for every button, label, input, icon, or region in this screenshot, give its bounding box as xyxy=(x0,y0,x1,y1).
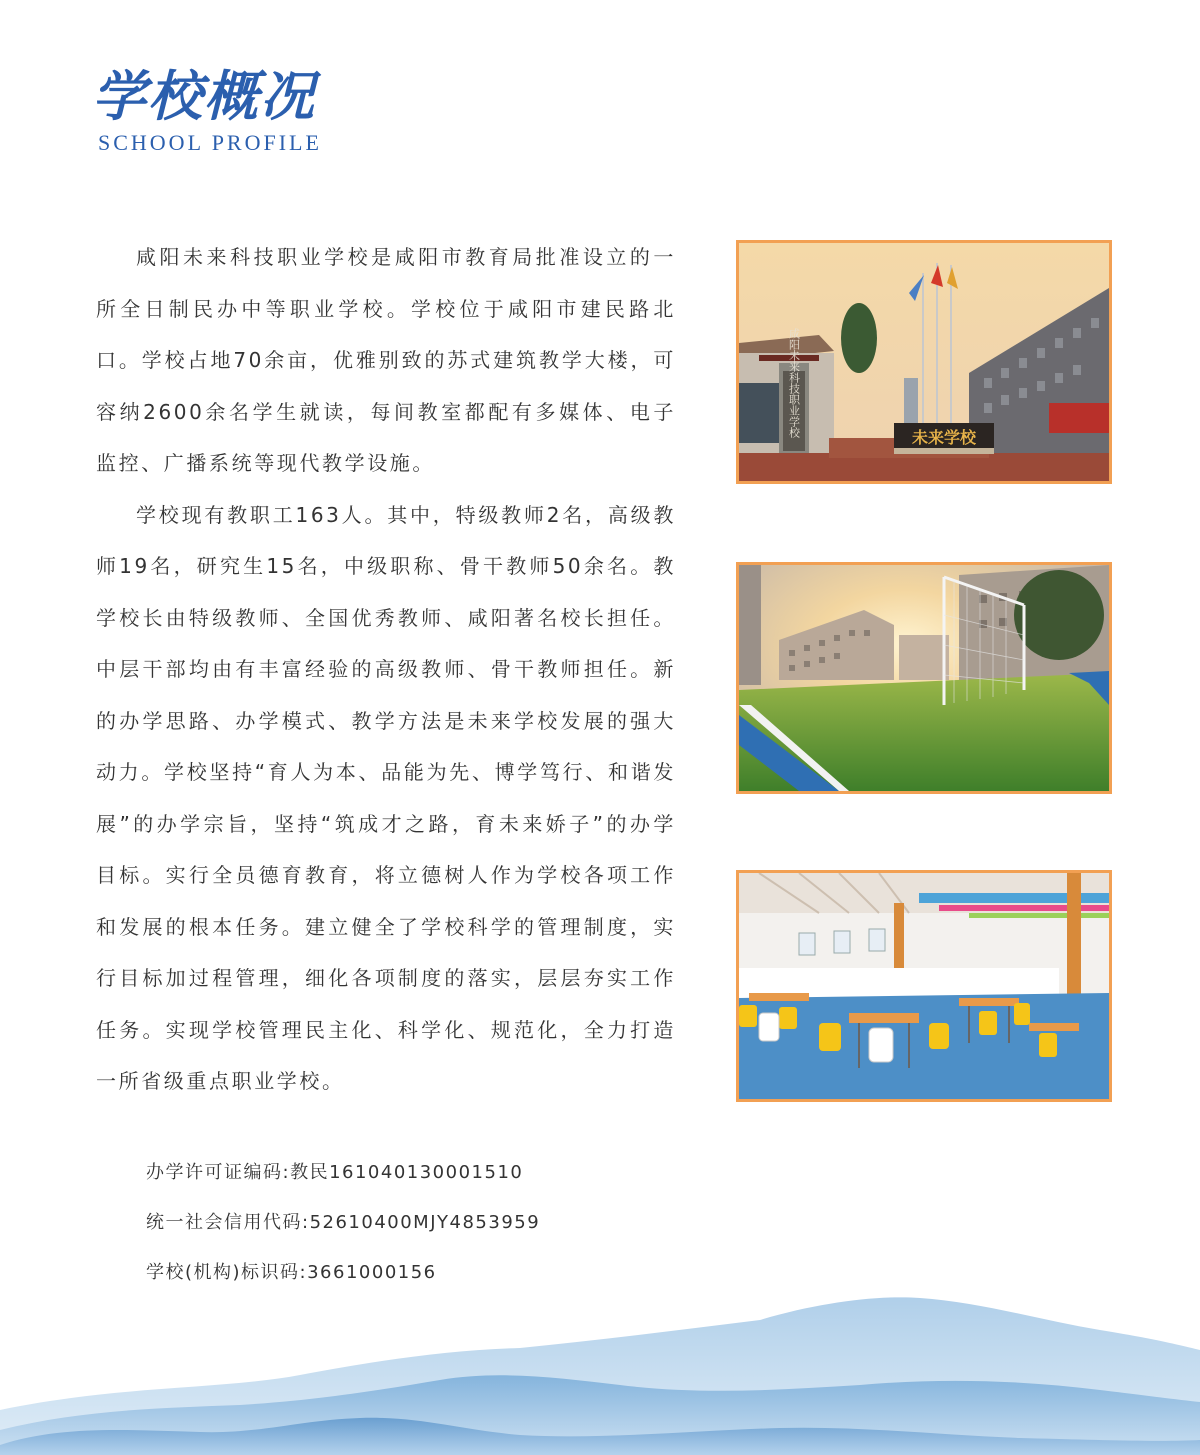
license-code: 办学许可证编码:教民161040130001510 xyxy=(146,1162,524,1183)
photo-sports-field xyxy=(736,562,1112,794)
paragraph-intro: 咸阳未来科技职业学校是咸阳市教育局批准设立的一所全日制民办中等职业学校。学校位于咸阳市建民路北口。学校占地70余亩，优雅别致的苏式建筑教学大楼，可容纳2600余名学生就读，每间教室都配有多媒体、电子监控、广播系统等现代教学设施。 xyxy=(96,245,676,475)
credit-code: 统一社会信用代码:52610400MJY4853959 xyxy=(146,1212,541,1233)
paragraph-staff: 学校现有教职工163人。其中，特级教师2名，高级教师19名，研究生15名，中级职称、骨干教师50余名。教学校长由特级教师、全国优秀教师、咸阳著名校长担任。中层干部均由有丰富经验的高级教师、骨干教师担任。新的办学思路、办学模式、教学方法是未来学校发展的强大动力。学校坚持“育人为本、品能为先、博学笃行、和谐发展”的办学宗旨，坚持“筑成才之路，育未来娇子”的办学目标。实行全员德育教育，将立德树人作为学校各项工作和发展的根本任务。建立健全了学校科学的管理制度，实行目标加过程管理，细化各项制度的落实，层层夯实工作任务。实现学校管理民主化、科学化、规范化，全力打造一所省级重点职业学校。 xyxy=(96,502,676,1093)
page-title: 学校概况 xyxy=(92,64,316,128)
school-id-code: 学校(机构)标识码:3661000156 xyxy=(146,1262,437,1283)
profile-text xyxy=(96,232,676,1108)
sports-field-illustration xyxy=(739,565,1109,791)
registration-codes xyxy=(146,1148,540,1298)
photo-canteen xyxy=(736,870,1112,1102)
school-gate-illustration xyxy=(739,243,1109,481)
page-subtitle: SCHOOL PROFILE xyxy=(98,130,322,155)
page-header xyxy=(92,64,322,156)
photo-school-gate xyxy=(736,240,1112,484)
mountain-illustration xyxy=(0,1290,1200,1455)
canteen-illustration xyxy=(739,873,1109,1099)
mountain-backdrop xyxy=(0,1290,1200,1455)
gate-plaque-text: 咸阳未来科技职业学校 xyxy=(787,328,801,438)
gate-sign-text: 未来学校 xyxy=(911,428,977,447)
